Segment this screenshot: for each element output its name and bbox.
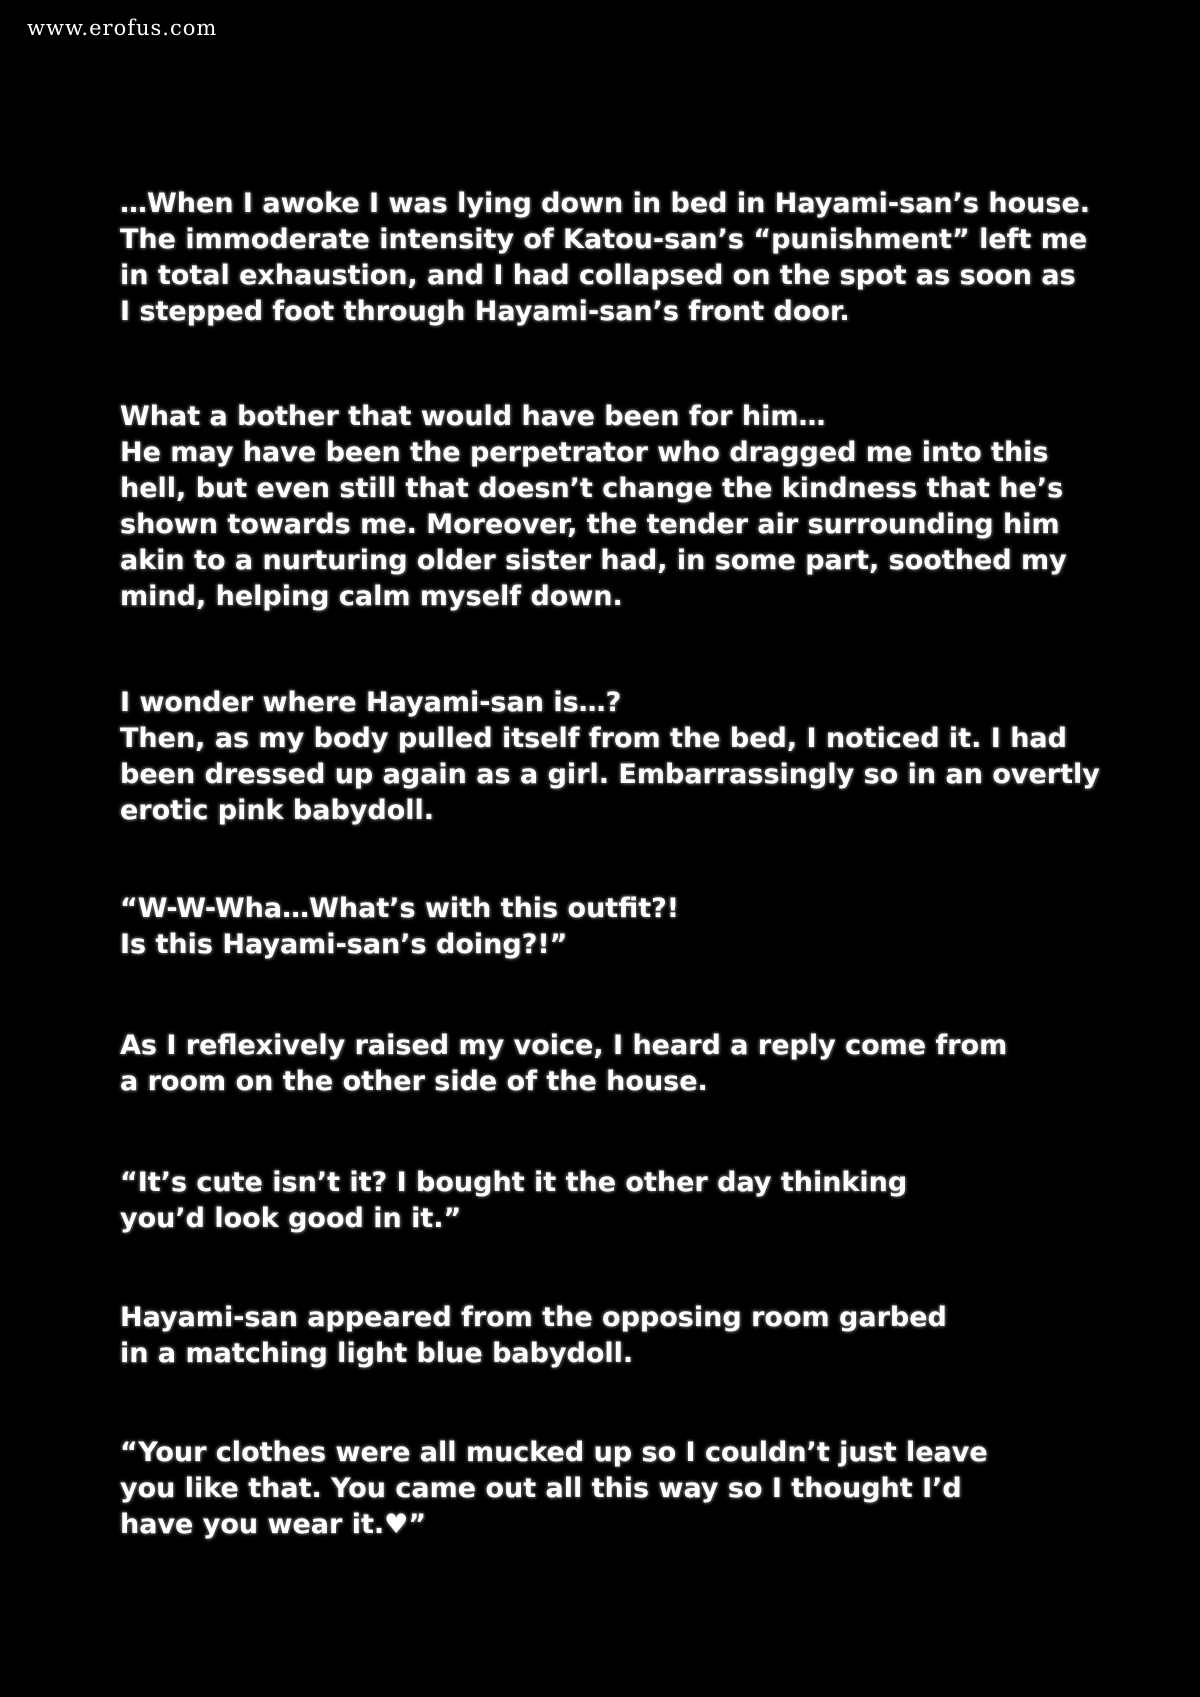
paragraph-outfit-exclaim [120,891,1120,963]
text-line: “W-W-Wha…What’s with this outfit?! [120,893,680,924]
text-line: in total exhaustion, and I had collapsed on the spot as soon as [120,260,1076,291]
story-text [120,186,1120,1543]
paragraph-reply [120,1028,1120,1100]
paragraph-bother [120,399,1120,615]
text-line: shown towards me. Moreover, the tender air surrounding him [120,509,1060,540]
text-line: you like that. You came out all this way so I thought I’d [120,1473,962,1504]
paragraph-clothes [120,1435,1120,1543]
text-line: a room on the other side of the house. [120,1066,708,1097]
site-watermark: www.erofus.com [27,16,218,40]
text-line: you’d look good in it.” [120,1203,462,1234]
text-line: Is this Hayami-san’s doing?!” [120,929,568,960]
text-line: …When I awoke I was lying down in bed in Hayami-san’s house. [120,188,1091,219]
text-line: erotic pink babydoll. [120,795,435,826]
text-line: “It’s cute isn’t it? I bought it the other day thinking [120,1167,908,1198]
text-line: mind, helping calm myself down. [120,581,623,612]
text-line: in a matching light blue babydoll. [120,1338,634,1369]
paragraph-wonder [120,685,1120,829]
paragraph-cute [120,1165,1120,1237]
text-line: been dressed up again as a girl. Embarrassingly so in an overtly [120,759,1100,790]
text-line: What a bother that would have been for him… [120,401,826,432]
text-line: akin to a nurturing older sister had, in some part, soothed my [120,545,1067,576]
text-line: He may have been the perpetrator who dragged me into this [120,437,1049,468]
text-line: I wonder where Hayami-san is…? [120,687,622,718]
text-line: I stepped foot through Hayami-san’s front door. [120,296,850,327]
text-line: Hayami-san appeared from the opposing room garbed [120,1302,947,1333]
text-line: As I reflexively raised my voice, I heard a reply come from [120,1030,1008,1061]
paragraph-appeared [120,1300,1120,1372]
text-line: The immoderate intensity of Katou-san’s “punishment” left me [120,224,1088,255]
text-line: “Your clothes were all mucked up so I couldn’t just leave [120,1437,988,1468]
text-line: have you wear it.♥” [120,1509,427,1540]
paragraph-awakening [120,186,1120,330]
text-line: Then, as my body pulled itself from the bed, I noticed it. I had [120,723,1067,754]
text-line: hell, but even still that doesn’t change the kindness that he’s [120,473,1064,504]
